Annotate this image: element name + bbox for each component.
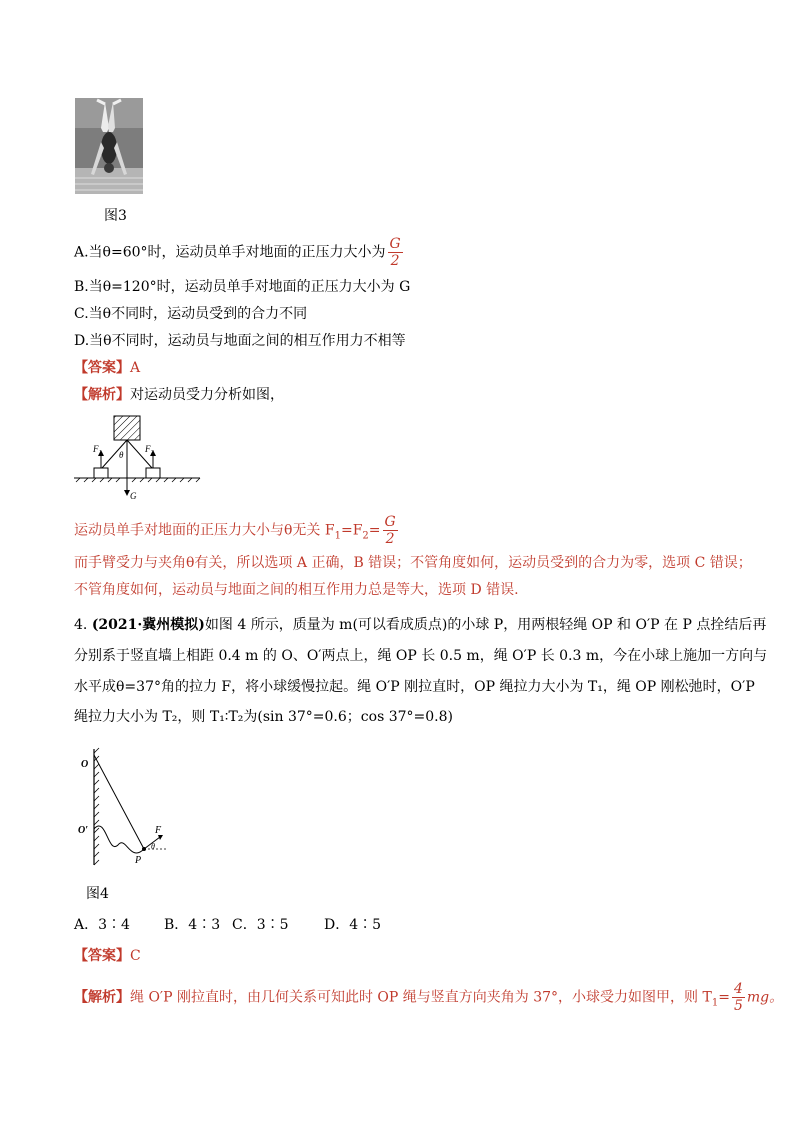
q3-answer: 【答案】A <box>74 360 141 376</box>
q4-option-a: A．3∶4 <box>74 917 130 933</box>
label-f1-sub: 1 <box>99 450 102 456</box>
label-theta: θ <box>119 450 124 460</box>
label-g: G <box>130 491 137 501</box>
q4-line2: 分别系于竖直墙上相距 0.4 m 的 O、O′两点上，绳 OP 长 0.5 m，绳 O′P 长 0.3 m，今在小球上施加一方向与 <box>74 648 768 664</box>
q3-analysis-intro: 【解析】对运动员受力分析如图， <box>74 387 284 403</box>
label-f2-sub: 2 <box>151 450 154 456</box>
label-p: P <box>135 855 142 866</box>
q4-option-b: B．4∶3 <box>164 917 221 933</box>
option-a: A.当θ=60°时，运动员单手对地面的正压力大小为 $\frac{G}{2}$ <box>74 236 401 269</box>
figure-4-diagram <box>78 745 173 870</box>
q3-analysis-line1: 运动员单手对地面的正压力大小与θ无关 $F_1=F_2=$ $\frac{G}{2}$ <box>74 514 396 547</box>
label-o: O <box>81 759 89 770</box>
q4-line4: 绳拉力大小为 T₂，则 T₁∶T₂为(sin 37°=0.6；cos 37°=0.8) <box>74 709 453 725</box>
label-f2: F <box>145 444 151 454</box>
q4-analysis: 【解析】绳 O′P 刚拉直时，由几何关系可知此时 OP 绳与竖直方向夹角为 37°，小球受力如图甲，则 $T_1=$ $\frac{4}{5}$ mg。 <box>74 981 784 1014</box>
fraction-g-over-2: $\frac{G}{2}$ <box>389 236 401 269</box>
figure-3-caption: 图3 <box>104 208 127 224</box>
q4-line1: 4. (2021·冀州模拟)如图 4 所示，质量为 m(可以看成质点)的小球 P，用两根轻绳 OP 和 O′P 在 P 点拴结后再 <box>74 617 767 633</box>
label-o-prime: O′ <box>78 825 89 836</box>
option-d: D.当θ不同时，运动员与地面之间的相互作用力不相等 <box>74 333 406 349</box>
label-f: F <box>155 825 162 836</box>
q4-answer: 【答案】C <box>74 948 141 964</box>
option-b: B.当θ=120°时，运动员单手对地面的正压力大小为 G <box>74 279 411 295</box>
figure-4-caption: 图4 <box>86 886 109 902</box>
gymnast-photo <box>75 98 143 194</box>
q4-option-c: C．3∶5 <box>232 917 289 933</box>
label-theta-q4: θ <box>151 842 155 851</box>
force-diagram-q3 <box>72 410 204 502</box>
q4-line3: 水平成θ=37°角的拉力 F，将小球缓慢拉起。绳 O′P 刚拉直时，OP 绳拉力大小为 T₁，绳 OP 刚松弛时，O′P <box>74 679 755 695</box>
option-c: C.当θ不同时，运动员受到的合力不同 <box>74 306 308 322</box>
label-f1: F <box>93 444 99 454</box>
q3-analysis-line2: 而手臂受力与夹角θ有关，所以选项 A 正确，B 错误；不管角度如何，运动员受到的合力为零，选项 C 错误； <box>74 555 752 571</box>
q4-option-d: D．4∶5 <box>324 917 382 933</box>
q3-analysis-line3: 不管角度如何，运动员与地面之间的相互作用力总是等大，选项 D 错误. <box>74 582 519 598</box>
